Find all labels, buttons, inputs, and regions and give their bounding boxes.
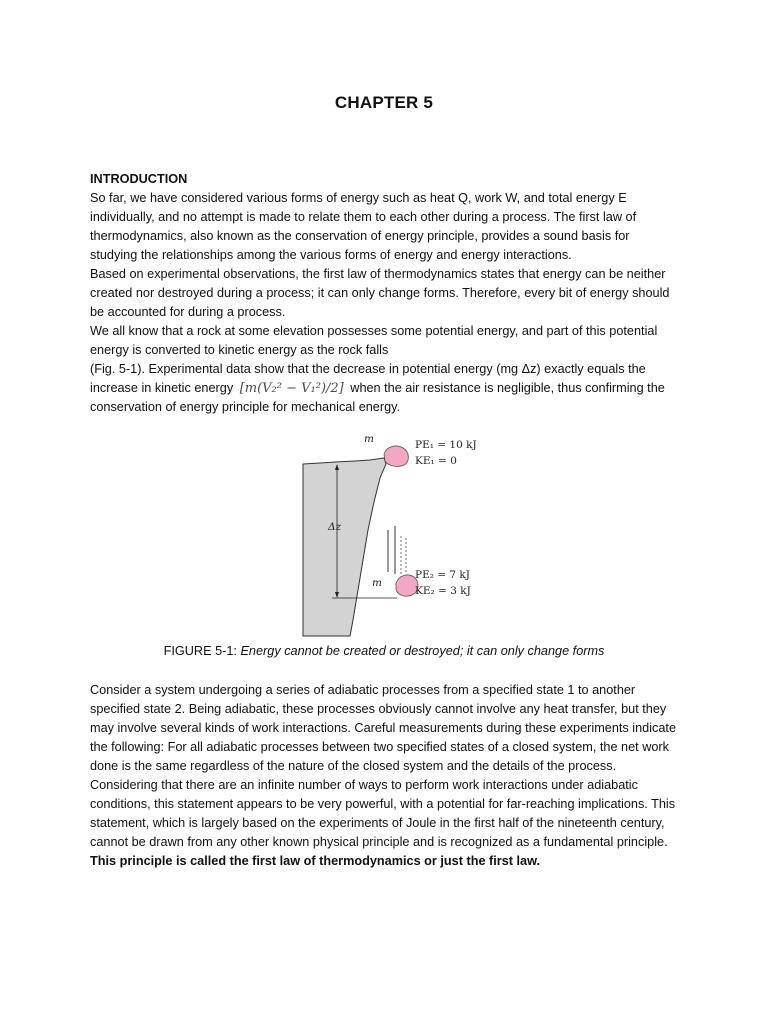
- delta-z-label: Δz: [328, 521, 342, 533]
- caption-text: Energy cannot be created or destroyed; it can only change forms: [240, 644, 605, 658]
- intro-paragraph-1: So far, we have considered various forms of energy such as heat Q, work W, and total energy E individually, and no attempt is made to relate them to each other during a process. The first law of thermodynamics, also known as the conservation of energy principle, provides a sound basis for studying the relationships among the various forms of energy and energy interactions.: [90, 191, 637, 262]
- figure-5-1: [300, 430, 500, 640]
- mass-label-bottom: m: [372, 577, 382, 589]
- cliff-shape: [303, 458, 386, 636]
- caption-label: FIGURE 5-1:: [163, 644, 237, 658]
- kinetic-energy-formula: [m(V₂² − V₁²)/2]: [239, 381, 344, 396]
- intro-paragraph-2: Based on experimental observations, the first law of thermodynamics states that energy can be neither created nor destroyed during a process; it can only change forms. Therefore, every bit of energy should be accounted for during a process.: [90, 267, 670, 319]
- figure-caption: [0, 644, 768, 658]
- pe1-label: PE₁ = 10 kJ: [415, 439, 477, 451]
- first-law-statement: This principle is called the first law of thermodynamics or just the first law.: [90, 854, 541, 868]
- body-paragraph: [90, 681, 680, 871]
- ke2-label: KE₂ = 3 kJ: [415, 585, 471, 597]
- chapter-title: CHAPTER 5: [334, 93, 434, 112]
- intro-paragraph-4: [90, 360, 680, 417]
- ke1-label: KE₁ = 0: [415, 455, 457, 467]
- mass-label-top: m: [364, 433, 374, 445]
- body-text: Consider a system undergoing a series of adiabatic processes from a specified state 1 to another specified state 2. Being adiabatic, these processes obviously cannot involve any heat transfer, but they may involve several kinds of work interactions. Careful measurements during these experiments indicate the following: For all adiabatic processes between two specified states of a closed system, the net work done is the same regardless of the nature of the closed system and the details of the process. Considering that there are an infinite number of ways to perform work interactions under adiabatic conditions, this statement appears to be very powerful, with a potential for far-reaching implications. This statement, which is largely based on the experiments of Joule in the first half of the nineteenth century, cannot be drawn from any other known physical principle and is recognized as a fundamental principle.: [90, 683, 677, 849]
- intro-paragraph-4-end: when the air resistance is negligible, thus confirming the conservation of energy principle for mechanical energy.: [90, 381, 665, 414]
- introduction-heading: INTRODUCTION: [90, 172, 188, 186]
- introduction-section: [90, 170, 680, 417]
- rock-top: [384, 446, 408, 466]
- falling-rock-diagram: [300, 430, 500, 640]
- pe2-label: PE₂ = 7 kJ: [415, 569, 471, 581]
- intro-paragraph-4-start: (Fig. 5-1). Experimental data show that the decrease in potential energy (mg Δz) exactly equals the increase in kinetic energy: [90, 362, 646, 395]
- intro-paragraph-3: We all know that a rock at some elevation possesses some potential energy, and part of this potential energy is converted to kinetic energy as the rock falls: [90, 324, 658, 357]
